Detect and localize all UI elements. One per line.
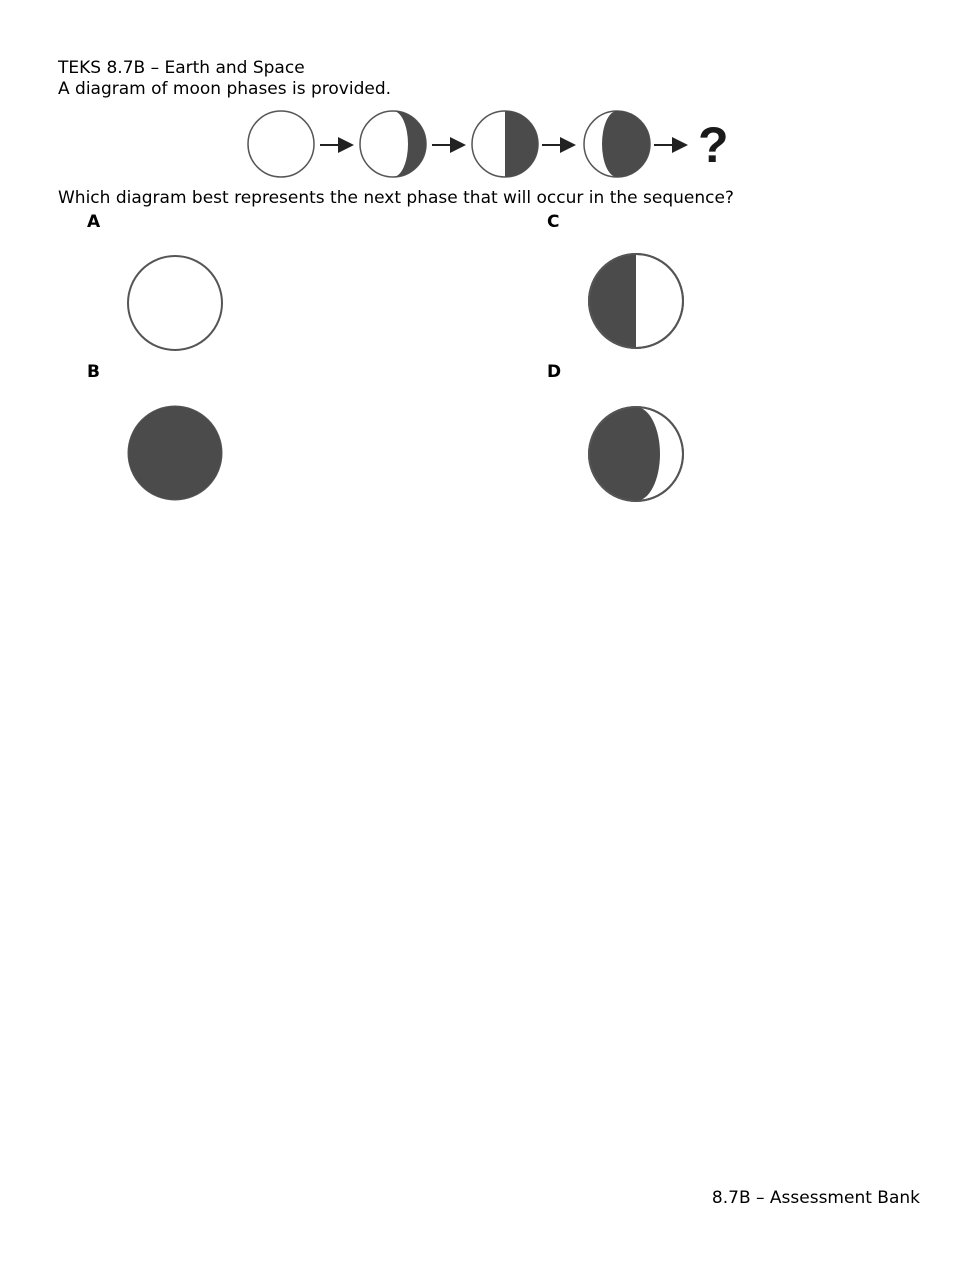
unknown-phase-mark: ? [698,117,729,173]
option-c-moon[interactable] [587,252,687,352]
option-c-letter: C [547,212,560,232]
sequence-phase-4 [584,111,650,177]
intro-text: A diagram of moon phases is provided. [58,79,392,99]
sequence-phase-3 [472,111,538,177]
sequence-phase-1 [248,111,314,177]
standard-heading: TEKS 8.7B – Earth and Space [58,58,305,78]
option-a-letter: A [87,212,101,232]
option-b-moon[interactable] [126,404,226,504]
option-b-letter: B [87,362,100,382]
option-d-letter: D [547,362,562,382]
sequence-phase-2 [360,111,426,177]
option-a-moon[interactable] [126,254,226,354]
moon-phase-sequence-diagram [240,105,740,183]
option-d-moon[interactable] [587,405,687,505]
question-prompt: Which diagram best represents the next phase that will occur in the sequence? [58,188,734,208]
footer-label: 8.7B – Assessment Bank [711,1188,920,1208]
